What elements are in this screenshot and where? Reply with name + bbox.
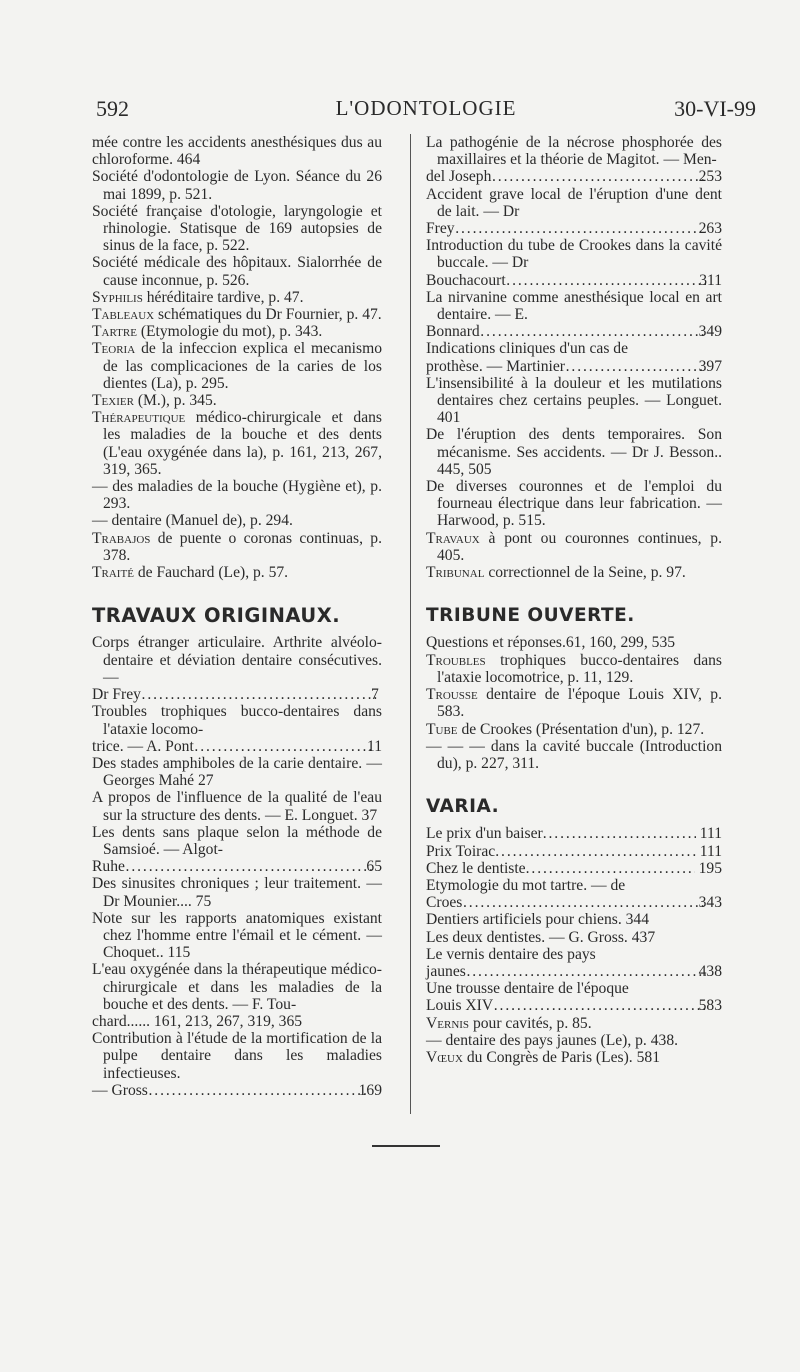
index-entry bbox=[426, 652, 722, 686]
entry-text: L'eau oxygénée dans la thérapeutique médico-chirurgicale et dans les maladies de la bouche et des dents. — F. Tou- bbox=[92, 961, 382, 1013]
entry-text: Etymologie du mot tartre. — de bbox=[426, 876, 626, 894]
section-heading: TRIBUNE OUVERTE. bbox=[426, 605, 635, 627]
index-entry bbox=[426, 134, 722, 186]
page-ref: 438 bbox=[698, 962, 722, 980]
page-ref: 169 bbox=[358, 1081, 382, 1099]
entry-text: Croes bbox=[426, 894, 463, 912]
page-number: 592 bbox=[96, 96, 129, 121]
page-ref: 11 bbox=[366, 737, 382, 755]
index-entry: Des stades amphiboles de la carie dentaire. — Georges Mahé 27 bbox=[92, 754, 382, 790]
dotted-leader-line bbox=[426, 825, 722, 842]
index-keyword: Syphilis bbox=[92, 288, 143, 306]
entry-text: Louis XIV bbox=[426, 997, 494, 1015]
section-heading: VARIA. bbox=[426, 796, 500, 818]
dotted-leader-line bbox=[92, 1081, 382, 1099]
index-text: de la infeccion explica el mecanismo de las complicaciones de la caries de los dientes (La), p. 295. bbox=[103, 340, 382, 392]
page-ref: 343 bbox=[698, 894, 722, 912]
dotted-leader-line bbox=[426, 997, 722, 1015]
page-ref: 7 bbox=[371, 686, 379, 704]
index-text: schématiques du Dr Fournier, p. 47. bbox=[157, 306, 382, 324]
index-entry bbox=[426, 289, 722, 341]
index-entry bbox=[426, 1015, 722, 1032]
index-text: à pont ou couronnes continues, p. 405. bbox=[437, 529, 722, 564]
index-entry: Questions et réponses.61, 160, 299, 535 bbox=[426, 634, 676, 652]
index-text: (Etymologie du mot), p. 343. bbox=[140, 323, 323, 341]
index-text: trophiques bucco-dentaires dans l'ataxie locomotrice, p. 11, 129. bbox=[437, 651, 722, 686]
page-ref: 311 bbox=[699, 271, 722, 289]
entry-text: Bonnard bbox=[426, 323, 480, 341]
page-ref: 583 bbox=[698, 997, 722, 1015]
index-entry bbox=[92, 409, 382, 478]
index-entry bbox=[426, 877, 722, 911]
entry-text: Corps étranger articulaire. Arthrite alvéolo-dentaire et déviation dentaire consécutives. — bbox=[92, 634, 382, 686]
index-entry: Des sinusites chroniques ; leur traitement. — Dr Mounier.... 75 bbox=[92, 875, 382, 910]
page-ref: 195 bbox=[698, 859, 722, 877]
entry-text: jaunes bbox=[426, 962, 466, 980]
entry-text: del Joseph bbox=[426, 168, 492, 186]
entry-text: trice. — A. Pont bbox=[92, 737, 194, 755]
index-text: héréditaire tardive, p. 47. bbox=[146, 288, 304, 306]
index-text: de puente o coronas continuas, p. 378. bbox=[103, 529, 382, 564]
index-entry bbox=[426, 237, 722, 289]
issue-date: 30-VI-99 bbox=[674, 96, 756, 121]
entry-text: chard...... 161, 213, 267, 319, 365 bbox=[92, 1012, 303, 1030]
index-text: médico-chirurgicale et dans les maladies de la bouche et des dents (L'eau oxygénée dans la), p. 161, 213, 267, 319, 365. bbox=[103, 409, 382, 478]
entry-text: Troubles trophiques bucco-dentaires dans l'ataxie locomo- bbox=[92, 703, 382, 738]
dotted-leader-line bbox=[426, 894, 722, 912]
entry-text: Dr Frey bbox=[92, 686, 141, 704]
index-entry bbox=[92, 703, 382, 755]
index-text: dentaire de l'époque Louis XIV, p. 583. bbox=[437, 686, 722, 721]
index-text: correctionnel de la Seine, p. 97. bbox=[488, 564, 686, 582]
page-ref: 65 bbox=[366, 858, 382, 876]
right-column bbox=[426, 134, 722, 1066]
index-entry: mée contre les accidents anesthésiques dus au chloroforme. 464 bbox=[92, 134, 382, 169]
index-entry: L'insensibilité à la douleur et les mutilations dentaires chez certains peuples. — Longuet. 401 bbox=[426, 374, 722, 427]
index-keyword: Tube bbox=[426, 720, 458, 738]
index-entry bbox=[92, 961, 382, 1030]
index-entry: A propos de l'influence de la qualité de l'eau sur la structure des dents. — E. Longuet. 37 bbox=[92, 789, 382, 824]
index-entry: Société médicale des hôpitaux. Sialorrhée de cause inconnue, p. 526. bbox=[92, 254, 382, 289]
entry-text: Indications cliniques d'un cas de bbox=[426, 340, 629, 358]
index-entry: De diverses couronnes et de l'emploi du fourneau électrique dans leur fabrication. — Harwood, p. 515. bbox=[426, 478, 722, 530]
dotted-leader-line bbox=[92, 737, 382, 755]
index-entry bbox=[426, 340, 722, 374]
index-entry bbox=[426, 564, 722, 581]
page-ref: 111 bbox=[699, 825, 722, 843]
index-text: (M.), p. 345. bbox=[137, 392, 217, 410]
index-entry bbox=[92, 340, 382, 392]
index-entry: — dentaire (Manuel de), p. 294. bbox=[92, 512, 293, 530]
index-entry bbox=[92, 530, 382, 564]
page-ref: 263 bbox=[698, 220, 722, 238]
dotted-leader-line bbox=[426, 860, 722, 877]
index-keyword: Tribunal bbox=[426, 564, 485, 582]
index-entry: Dentiers artificiels pour chiens. 344 bbox=[426, 911, 650, 929]
dotted-leader-line bbox=[426, 962, 722, 980]
index-entry: De l'éruption des dents temporaires. Son mécanisme. Ses accidents. — Dr J. Besson.. 445, 505 bbox=[426, 426, 722, 478]
index-keyword: Texier bbox=[92, 392, 134, 410]
index-entry: Note sur les rapports anatomiques existant chez l'homme entre l'émail et le cément. — Choquet.. 115 bbox=[92, 909, 382, 962]
index-text: de Crookes (Présentation d'un), p. 127. bbox=[461, 720, 705, 738]
index-entry bbox=[92, 824, 382, 876]
index-keyword: Vœux bbox=[426, 1048, 463, 1066]
index-entry bbox=[426, 721, 722, 738]
index-entry: Société française d'otologie, laryngologie et rhinologie. Statisque de 169 autopsies de sinus de la face, p. 522. bbox=[92, 202, 382, 255]
index-entry bbox=[92, 392, 382, 409]
entry-text: Le vernis dentaire des pays bbox=[426, 945, 596, 963]
index-keyword: Thérapeutique bbox=[92, 409, 186, 427]
index-entry: — — — dans la cavité buccale (Introduction du), p. 227, 311. bbox=[426, 737, 722, 772]
index-entry: Société d'odontologie de Lyon. Séance du 26 mai 1899, p. 521. bbox=[92, 168, 382, 203]
entry-text: La nirvanine comme anesthésique local en art dentaire. — E. bbox=[426, 288, 722, 324]
index-entry: Les deux dentistes. — G. Gross. 437 bbox=[426, 928, 656, 946]
index-text: pour cavités, p. 85. bbox=[472, 1014, 592, 1032]
entry-text: Introduction du tube de Crookes dans la cavité buccale. — Dr bbox=[426, 237, 722, 272]
page-ref: 253 bbox=[698, 168, 722, 186]
column-divider bbox=[410, 134, 411, 1114]
index-entry bbox=[426, 186, 722, 238]
entry-text: Prix Toirac bbox=[426, 842, 496, 860]
index-entry bbox=[92, 289, 382, 306]
index-keyword: Trousse bbox=[426, 686, 478, 704]
index-entry bbox=[426, 980, 722, 1014]
entry-text: prothèse. — Martinier bbox=[426, 357, 566, 375]
dotted-leader-line bbox=[92, 858, 382, 876]
index-entry: — des maladies de la bouche (Hygiène et), p. 293. bbox=[92, 478, 382, 513]
dotted-leader-line bbox=[426, 271, 722, 289]
end-rule bbox=[372, 1145, 440, 1147]
index-entry bbox=[426, 530, 722, 564]
index-keyword: Trabajos bbox=[92, 529, 151, 547]
index-text: de Fauchard (Le), p. 57. bbox=[137, 564, 289, 582]
index-keyword: Traité bbox=[92, 564, 134, 582]
entry-text: Frey bbox=[426, 220, 455, 238]
index-entry bbox=[92, 323, 382, 340]
entry-text: Une trousse dentaire de l'époque bbox=[426, 980, 629, 998]
entry-text: Chez le dentiste bbox=[426, 859, 526, 877]
running-title: L'ODONTOLOGIE bbox=[335, 96, 517, 120]
index-entry: — dentaire des pays jaunes (Le), p. 438. bbox=[426, 1031, 679, 1049]
index-entry bbox=[92, 634, 382, 703]
index-entry bbox=[92, 564, 382, 581]
dotted-leader-line bbox=[426, 168, 722, 186]
index-entry bbox=[426, 946, 722, 980]
entry-text: La pathogénie de la nécrose phosphorée des maxillaires et la théorie de Magitot. — Men- bbox=[426, 134, 722, 169]
index-keyword: Travaux bbox=[426, 529, 480, 547]
entry-text: Contribution à l'étude de la mortification de la pulpe dentaire dans les maladies infectieuses. bbox=[92, 1030, 382, 1082]
index-keyword: Teoria bbox=[92, 340, 136, 358]
index-text: du Congrès de Paris (Les). 581 bbox=[466, 1048, 660, 1066]
entry-text: Le prix d'un baiser bbox=[426, 825, 543, 843]
dotted-leader-line bbox=[426, 843, 722, 860]
page-ref: 111 bbox=[699, 842, 722, 860]
entry-text: Bouchacourt bbox=[426, 271, 506, 289]
index-keyword: Tartre bbox=[92, 323, 137, 341]
page-ref: 397 bbox=[698, 357, 722, 375]
entry-text: Ruhe bbox=[92, 858, 125, 876]
page-header bbox=[96, 96, 756, 126]
entry-text: — Gross bbox=[92, 1081, 148, 1099]
dotted-leader-line bbox=[426, 323, 722, 341]
index-keyword: Troubles bbox=[426, 651, 486, 669]
index-entry bbox=[426, 686, 722, 720]
dotted-leader-line bbox=[92, 686, 382, 704]
dotted-leader-line bbox=[426, 220, 722, 238]
index-entry bbox=[92, 306, 382, 323]
index-keyword: Tableaux bbox=[92, 306, 155, 324]
left-column bbox=[92, 134, 382, 1099]
entry-text: Accident grave local de l'éruption d'une dent de lait. — Dr bbox=[426, 185, 722, 220]
section-heading: TRAVAUX ORIGINAUX. bbox=[92, 604, 341, 628]
dotted-leader-line bbox=[426, 357, 722, 375]
index-entry bbox=[426, 1049, 722, 1066]
page-ref: 349 bbox=[698, 323, 722, 341]
index-keyword: Vernis bbox=[426, 1014, 470, 1032]
entry-text: Les dents sans plaque selon la méthode de Samsioé. — Algot- bbox=[92, 823, 382, 858]
index-entry bbox=[92, 1030, 382, 1099]
